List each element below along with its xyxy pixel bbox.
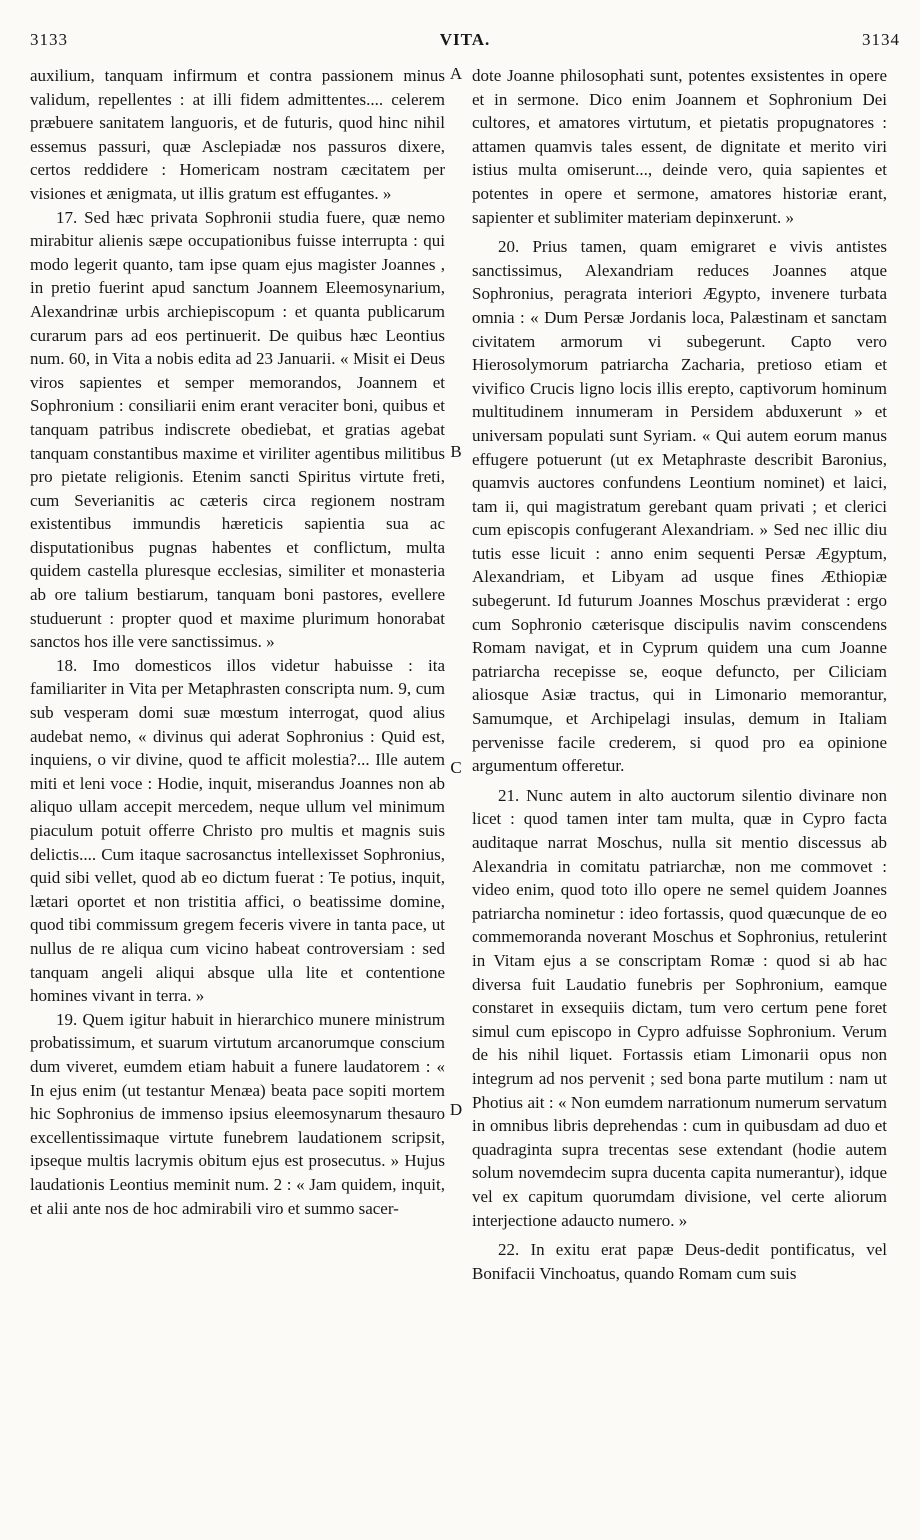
page-number-left: 3133: [30, 30, 68, 49]
left-column: [30, 64, 445, 1220]
margin-marker-b: B: [450, 442, 462, 461]
right-column: [472, 64, 887, 1285]
paragraph-17: 17. Sed hæc privata Sophronii studia fuere, quæ nemo mirabitur alienis sæpe occupationibus fuisse interrupta : qui modo legerit quanto, tam ipse quam ejus magister Joannes , in pretio fuerint apud sanctum Joannem Eleemosynarium, Alexandrinæ urbis archiepiscopum : et quanta publicarum curarum pars ad eos pertinuerit. De quibus hæc Leontius num. 60, in Vita a nobis edita ad 23 Januarii. « Misit ei Deus viros sapientes et semper memorandos, Joannem et Sophronium : consiliarii enim erant veraciter boni, quibus et tanquam patribus indiscrete obediebat, et gratias agebat tanquam constantibus maxime et viriliter agentibus militibus pro pietate religionis. Etenim sancti Spiritus virtute freti, cum Severianitis ac cæteris circa regionem nostram existentibus immundis hæreticis sapientia sua ac disputationibus pugnas habentes et conflictum, multa quidem castella pluresque ecclesias, similiter et monasteria ab ore talium bestiarum, tanquam boni pastores, evellere studuerunt : propter quod et maxime plurimum honorabat sanctos hos ille vere sanctissimus. »: [30, 207, 445, 652]
paragraph-continued: auxilium, tanquam infirmum et contra passionem minus validum, repellentes : at illi fidem admittentes.... celerem præbuere sanitatem languoris, et de futuris, quod hinc nihil essemus passuri, quæ Asclepiadæ nos passuros dixere, certos reddidere : Homericam nostram cæcitatem per visiones et ænigmata, ut illis gratum est effugantes. »: [30, 66, 445, 203]
paragraph-19: 19. Quem igitur habuit in hierarchico munere ministrum probatissimum, et suarum virtutum arcanorumque conscium dum viveret, eumdem etiam habuit a funere laudatorem : « In ejus enim (ut testantur Menæa) beata pace sopiti mortem hic Sophronius de immenso ipsius eleemosynarum thesauro excellentissimaque virtute funebrem laudationem scripsit, ipseque multis lacrymis obitum ejus est prosecutus. » Hujus laudationis Leontius meminit num. 2 : « Jam quidem, inquit, et alii ante nos de hoc admirabili viro et summo sacer-: [30, 1009, 445, 1218]
paragraph-22: 22. In exitu erat papæ Deus-dedit pontificatus, vel Bonifacii Vinchoatus, quando Romam cum suis: [472, 1240, 887, 1283]
margin-marker-c: C: [450, 758, 462, 777]
page-number-right: 3134: [862, 30, 900, 49]
page-header: [30, 30, 900, 60]
paragraph-continued-right: dote Joanne philosophati sunt, potentes exsistentes in opere et in sermone. Dico enim Joannem et Sophronium Dei cultores, et amatores virtutum, et pietatis propugnatores : attamen quamvis tales essent, de dignitate et merito viri istius multa omiserunt..., deinde vero, quia sapientes et potentes in opere et sermone, amatores historiæ erant, sapienter et sublimiter materiam depinxerunt. »: [472, 66, 887, 227]
margin-marker-d: D: [449, 1100, 463, 1119]
paragraph-18: 18. Imo domesticos illos videtur habuisse : ita familiariter in Vita per Metaphrasten conscripta num. 9, cum sub vesperam domi suæ mœstum interrogat, quod alius audebat nemo, « divinus qui aderat Sophronius : Quid est, inquiens, o vir divine, quod te afficit molestia?... Ille autem miti et leni voce : Hodie, inquit, miserandus Joannes non ab aliquo ullam accepit mercedem, neque ullum vel minimum piaculum potuit offerre Christo pro multis et magnis suis delictis.... Cum itaque sacrosanctus intellexisset Sophronius, quid sibi vellet, quod ab eo dictum fuerat : Te potius, inquit, lætari oportet et non tristitia affici, o beatissime domine, quod tibi commissum gregem feceris vivere in tanta pace, ut nullus de re aliqua cum vicino habeat controversiam : sed tanquam angeli aliqui absque ulla lite et contentione homines vivant in terra. »: [30, 655, 445, 1006]
margin-marker-a: A: [449, 64, 463, 83]
paragraph-20: 20. Prius tamen, quam emigraret e vivis antistes sanctissimus, Alexandriam reduces Joannes atque Sophronius, peragrata interiori Ægypto, invenere turbata omnia : « Dum Persæ Jordanis loca, Palæstinam et sanctam civitatem armorum vi subegerunt. Capto vero Hierosolymorum patriarcha Zacharia, pretioso etiam et vivifico Crucis ligno locis illis erepto, captivorum hominum multitudinem innumeram in Persidem abduxerunt » et universam populati sunt Syriam. « Qui autem eorum manus effugere potuerunt (ut ex Metaphraste describit Baronius, quamvis auctores confundens Leontium nominet) et laici, tam ii, qui magistratum gerebant quam privati ; et clerici cum episcopis confugerant Alexandriam. » Sed nec illic diu tutis esse licuit : anno enim sequenti Persæ Ægyptum, Alexandriam, et Libyam ad usque fines Æthiopiæ subegerunt. Id futurum Joannes Moschus præviderat : ergo cum Sophronio cæterisque discipulis navim conscendens Romam navigat, et in Cyprum quidem una cum Joanne patriarcha recepisse se, eoque defuncto, per Ciliciam aliosque Asiæ tractus, qui in Limonario memorantur, Samumque, et Archipelagi insulas, demum in Italiam pervenisse facile crederem, si quod pro ea opinione argumentum offeretur.: [472, 237, 887, 776]
paragraph-21: 21. Nunc autem in alto auctorum silentio divinare non licet : quod tamen inter tam multa, quæ in Cypro facta auditaque narrat Moschus, nulla sit mentio discessus ab Alexandria in comitatu patriarchæ, non me commovet : video enim, quod toto illo opere ne semel quidem Joannes patriarcha nominetur : ideo fortassis, quod quæcunque de eo commemoranda noverant Moschus et Sophronius, retulerint in Vitam ejus a se conscriptam Romæ : quod si ab hac diversa fuit Laudatio funebris per Sophronium, eamque constaret in exsequiis dictam, tum vero certum pene foret simul cum episcopo in Cypro adfuisse Sophronium. Verum de his nihil liquet. Fortassis etiam Limonarii opus non integrum ad nos pervenit ; sed bona parte mutilum : nam ut Photius ait : « Non eumdem narrationum numerum servatum in omnibus libris deprehendas : cum in quibusdam ad duo et quadraginta supra trecentas sese extendant (hodie autem solum novemdecim supra ducenta capita numerantur), idque vel ex capitum quorumdam divisione, vel certe aliorum interjectione adaucto numero. »: [472, 785, 887, 1230]
running-title: VITA.: [439, 30, 491, 49]
